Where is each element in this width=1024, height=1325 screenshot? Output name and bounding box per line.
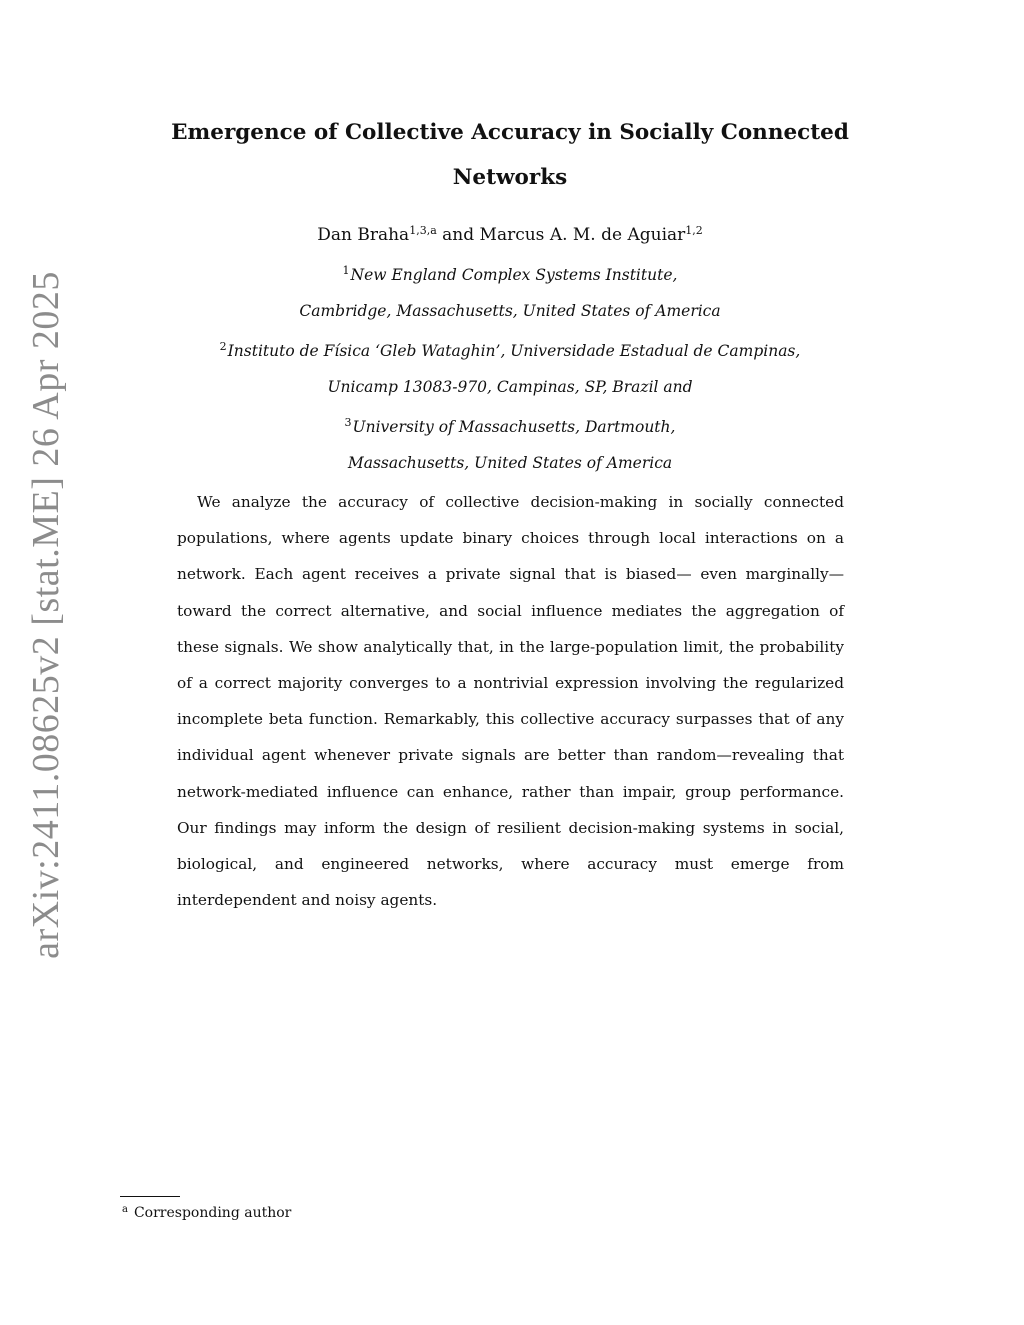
affiliation-line: [130, 253, 890, 293]
footnote-divider: [120, 1196, 180, 1197]
affiliation-text: University of Massachusetts, Dartmouth,: [352, 418, 676, 436]
affiliation-line: [130, 329, 890, 369]
affiliation-text: Massachusetts, United States of America: [347, 454, 673, 472]
affiliation-number: 1: [342, 264, 350, 277]
author-conjunction: and: [442, 225, 475, 245]
affiliation-line: [130, 293, 890, 329]
footnote: [122, 1204, 291, 1221]
author-affiliation-marks: 1,3,a: [409, 224, 437, 237]
affiliation-line: [130, 405, 890, 445]
affiliation-number: 3: [344, 416, 352, 429]
author-affiliation-marks: 1,2: [685, 224, 703, 237]
footnote-mark: a: [122, 1204, 128, 1215]
affiliation-text: Cambridge, Massachusetts, United States of America: [299, 302, 721, 320]
author-name: Dan Braha: [317, 225, 410, 245]
affiliation-number: 2: [219, 340, 227, 353]
affiliations: [130, 253, 890, 481]
paper-title: Emergence of Collective Accuracy in Socially Connected Networks: [171, 120, 849, 190]
author-list: [150, 216, 870, 250]
affiliation-line: [130, 369, 890, 405]
affiliation-line: [130, 445, 890, 481]
affiliation-text: Unicamp 13083-970, Campinas, SP, Brazil and: [327, 378, 693, 396]
affiliation-text: New England Complex Systems Institute,: [350, 266, 678, 284]
abstract: We analyze the accuracy of collective decision-making in socially connected populations, where agents update binary choices through local interactions on a network. Each agent receives a private signal that is biased— even marginally—toward the correct alternative, and social influence mediates the aggregation of these signals. We show analytically that, in the large-population limit, the probability of a correct majority converges to a nontrivial expression involving the regularized incomplete beta function. Remarkably, this collective accuracy surpasses that of any individual agent whenever private signals are better than random—revealing that network-mediated influence can enhance, rather than impair, group performance. Our findings may inform the design of resilient decision-making systems in social, biological, and engineered networks, where accuracy must emerge from interdependent and noisy agents.: [177, 493, 844, 910]
author-name: Marcus A. M. de Aguiar: [479, 225, 686, 245]
arxiv-identifier-stamp: arXiv:2411.08625v2 [stat.ME] 26 Apr 2025: [25, 271, 67, 959]
affiliation-text: Instituto de Física ‘Gleb Wataghin’, Universidade Estadual de Campinas,: [227, 342, 801, 360]
footnote-text: Corresponding author: [133, 1205, 292, 1221]
